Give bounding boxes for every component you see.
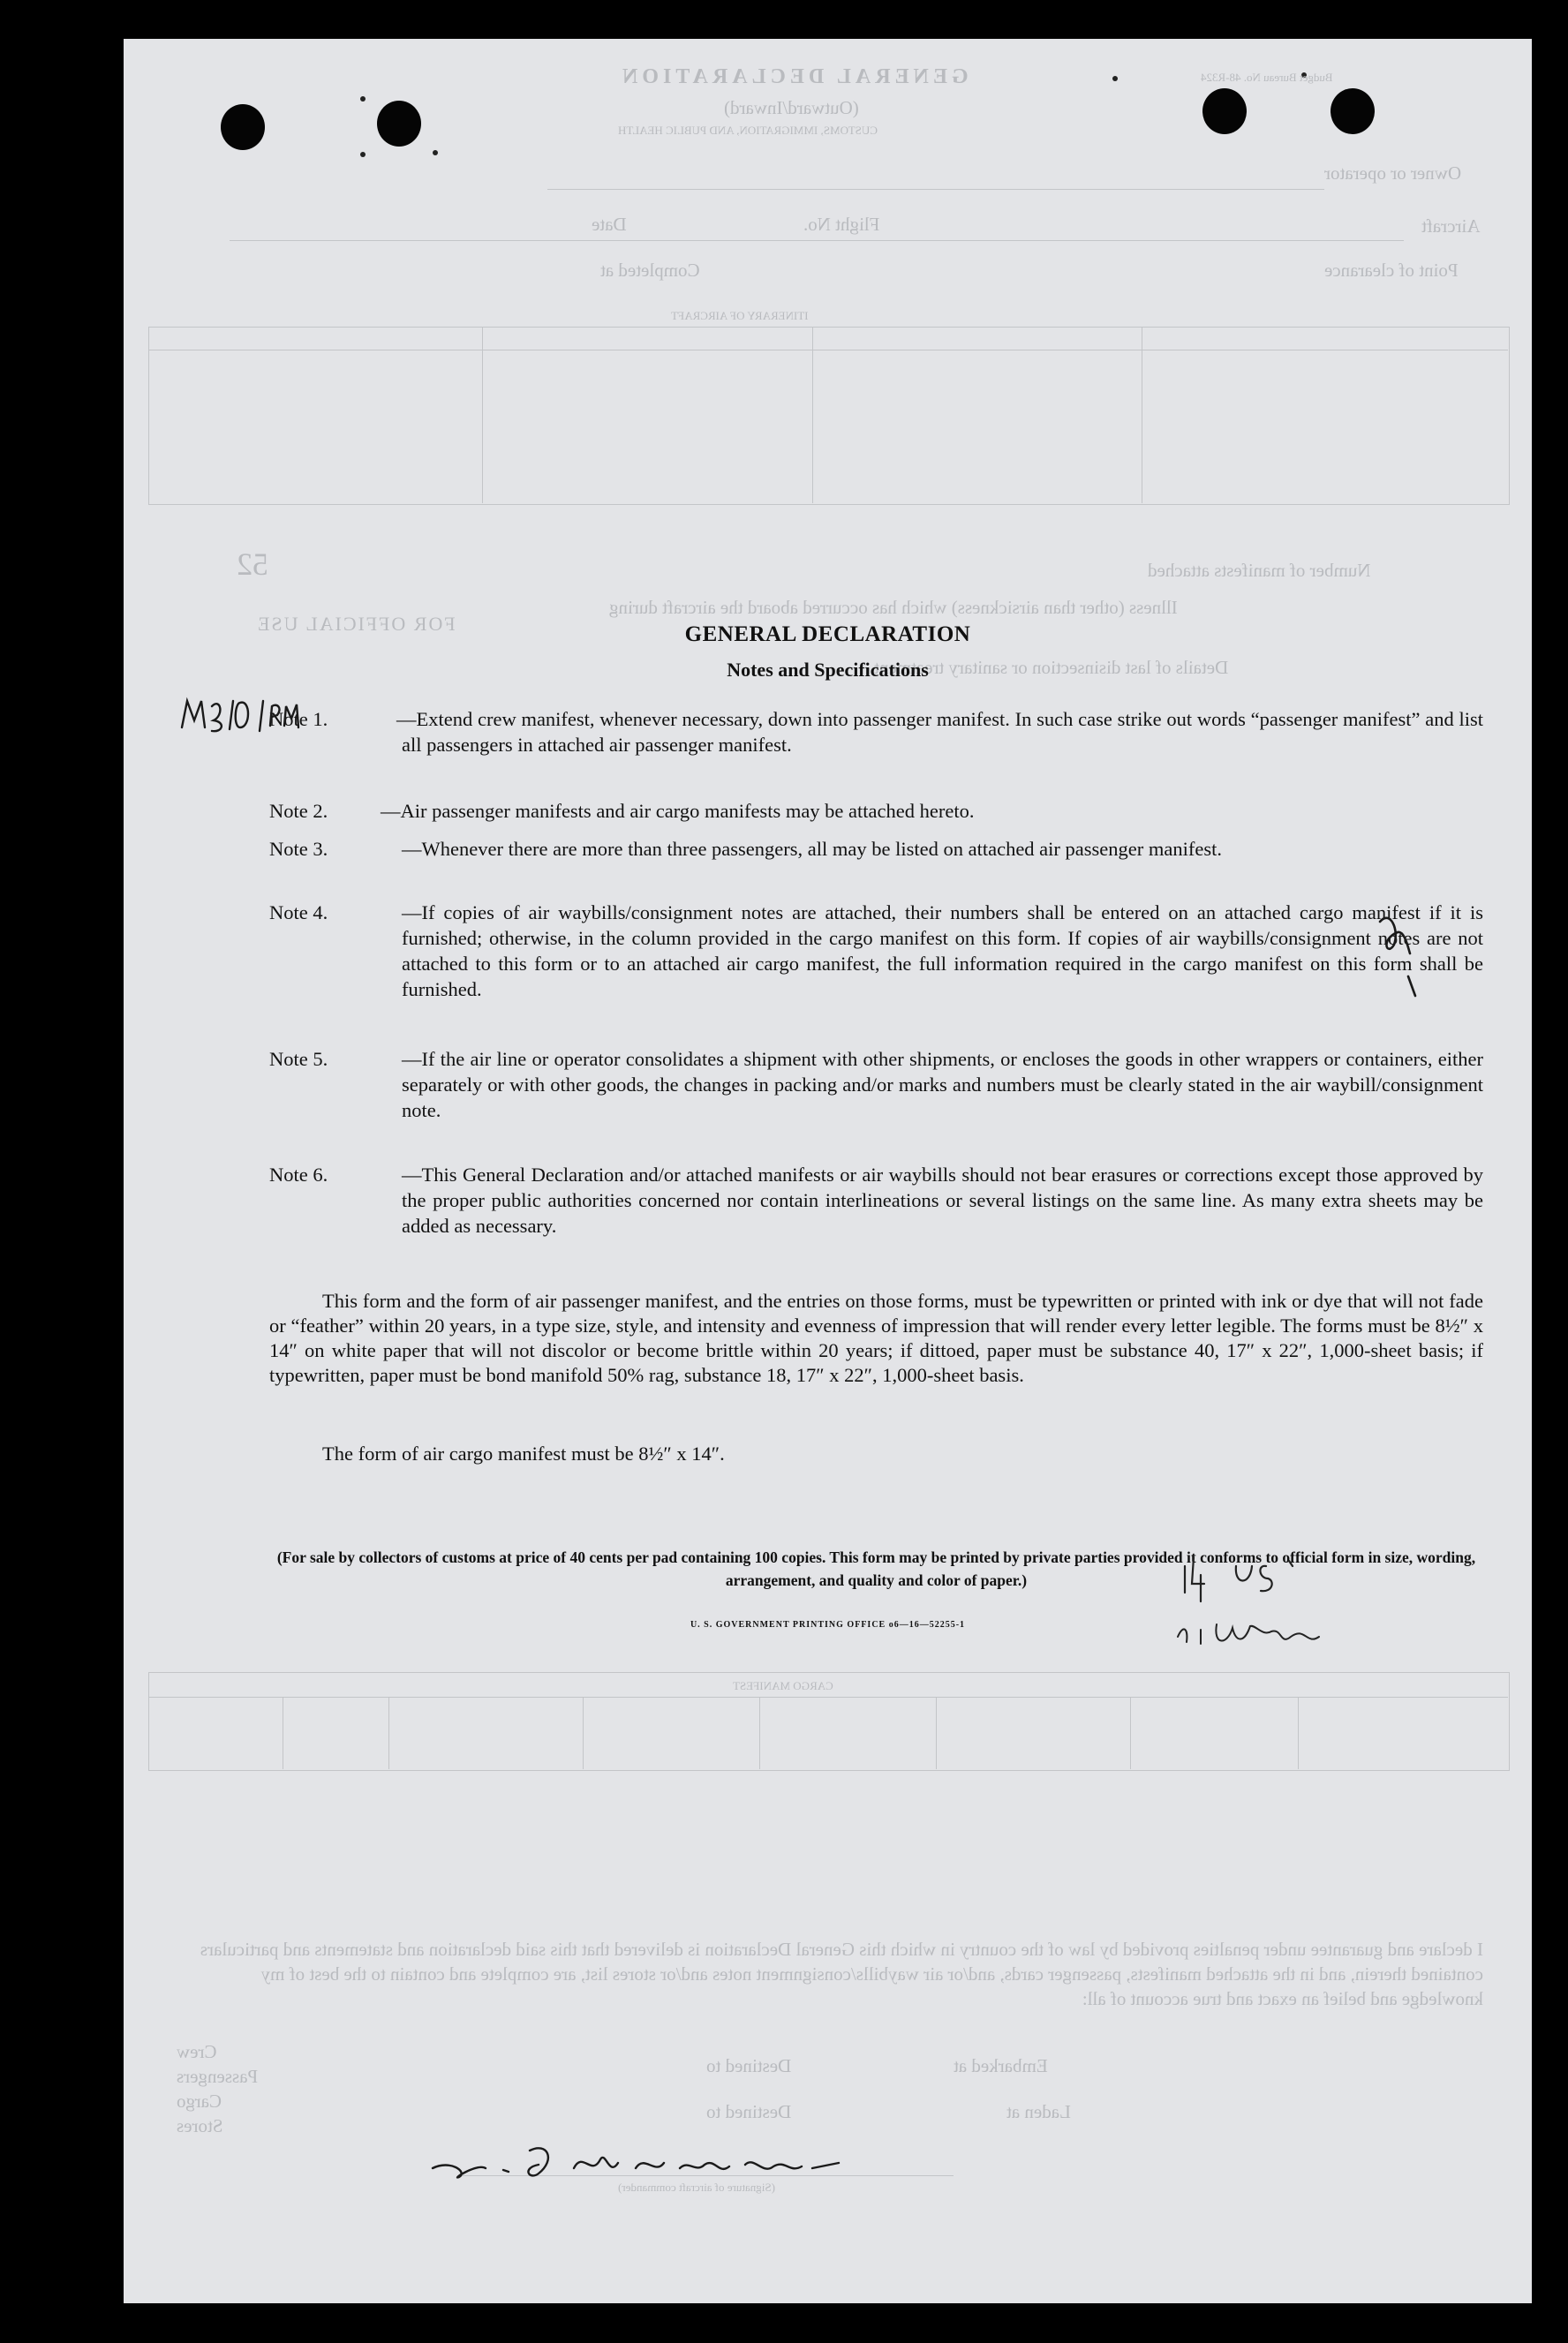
ghost-col	[1298, 1697, 1299, 1769]
handwritten-check-mark	[1373, 904, 1417, 1010]
ghost-stores: Stores	[177, 2115, 223, 2136]
ghost-passengers: Passengers	[177, 2066, 259, 2087]
note-label: Note 4.	[269, 901, 328, 923]
ghost-col	[759, 1697, 760, 1769]
ghost-rule	[148, 1697, 1508, 1698]
ghost-crew: Crew	[177, 2041, 217, 2062]
document-page	[124, 39, 1532, 2303]
speck	[1112, 76, 1118, 81]
ghost-number-ref: 52	[237, 546, 268, 582]
note-label: Note 5.	[269, 1048, 328, 1070]
note-label: Note 3.	[269, 838, 328, 860]
speck	[360, 96, 366, 102]
ghost-flight-label: Flight No.	[803, 214, 880, 235]
ghost-budget-no: Budget Bureau No. 48-R324	[1201, 71, 1333, 84]
note-label: Note 2.	[269, 800, 328, 822]
ghost-col	[1130, 1697, 1131, 1769]
paragraph-text: This form and the form of air passenger manifest, and the entries on those forms, must be typewritten or printed with ink or dye that will not fade or “feather” within 20 years, in a type size, style, and intensity and evenness of impression that will render every letter legible. The forms must be 8½″ x 14″ on white paper that will not discolor or become brittle within 20 years; if dittoed, paper must be substance 40, 17″ x 22″, 1,000-sheet basis; if typewritten, paper must be bond manifold 50% rag, substance 18, 17″ x 22″, 1,000-sheet basis.	[269, 1290, 1483, 1386]
note-text: —Whenever there are more than three passengers, all may be listed on attached air passenger manifest.	[402, 838, 1222, 860]
sale-note: (For sale by collectors of customs at price of 40 cents per pad containing 100 copies. This form may be printed by private parties provided it conforms to official form in size, wording, arrangement, and quality and color of paper.)	[276, 1548, 1476, 1589]
ghost-rule	[547, 189, 1324, 190]
note-1	[269, 706, 1483, 757]
ghost-header-sub: (Outward/Inward)	[724, 97, 859, 118]
specification-paragraph	[269, 1289, 1483, 1388]
ghost-aircraft-label: Aircraft	[1421, 215, 1481, 237]
ghost-itinerary-table	[148, 327, 1510, 505]
ghost-signature-label: (Signature of aircraft commander)	[618, 2181, 775, 2194]
note-label: Note 1.	[269, 708, 328, 730]
ghost-date-label: Date	[592, 214, 627, 235]
note-3	[269, 836, 1483, 862]
ghost-illness-label: Illness (other than airsickness) which has occurred aboard the aircraft during	[609, 597, 1178, 618]
ghost-col	[388, 1697, 389, 1769]
ghost-col	[936, 1697, 937, 1769]
handwritten-side-note	[1174, 1540, 1404, 1654]
ghost-declaration-1: I declare and guarantee under penalties provided by law of the country in which this General Declaration is delivered that this said declaration and statements and particulars contained therein, and in the attached manifests, passenger cards, and/or air waybills/consignment notes and/or stores list, are complete and contain to the best of my knowledge and belief an exact and true account of all:	[200, 1939, 1483, 2009]
page-subtitle: Notes and Specifications	[727, 659, 929, 681]
ghost-col	[812, 327, 813, 503]
cargo-size-line: The form of air cargo manifest must be 8½″ x 14″.	[322, 1443, 725, 1465]
ghost-rule	[230, 240, 1404, 241]
note-5	[269, 1046, 1483, 1123]
note-2	[269, 798, 1483, 824]
ghost-embarked: Embarked at	[954, 2055, 1048, 2076]
note-text: —This General Declaration and/or attached manifests or air waybills should not bear erasures or corrections except those approved by the proper public authorities concerned nor contain interlineations or several listings on the same line. As many extra sheets may be added as necessary.	[402, 1164, 1483, 1237]
ghost-header-sub2: CUSTOMS, IMMIGRATION, AND PUBLIC HEALTH	[618, 124, 878, 137]
ghost-manifests-label: Number of manifests attached	[1148, 560, 1371, 581]
speck	[360, 152, 366, 157]
punch-hole	[1202, 88, 1247, 134]
ghost-official-use: FOR OFFICIAL USE	[256, 613, 456, 635]
punch-hole	[377, 101, 421, 147]
note-6	[269, 1162, 1483, 1239]
speck	[433, 150, 438, 155]
ghost-clearance-label: Point of clearance	[1324, 260, 1459, 281]
note-text: —Air passenger manifests and air cargo manifests may be attached hereto.	[381, 800, 975, 822]
handwritten-margin-note	[178, 694, 302, 738]
ghost-destined-2: Destined to	[706, 2101, 792, 2122]
ghost-cargo-manifest: CARGO MANIFEST	[733, 1679, 833, 1692]
note-text: —If the air line or operator consolidates a shipment with other shipments, or encloses the goods in other wrappers or containers, either separately or with other goods, the changes in packing and/or marks and numbers must be clearly stated in the air waybill/consignment note.	[402, 1048, 1483, 1121]
note-label: Note 6.	[269, 1164, 328, 1186]
ghost-completed-label: Completed at	[600, 260, 700, 281]
ghost-itinerary: ITINERARY OF AIRCRAFT	[671, 309, 809, 322]
ghost-laden: Laden at	[1006, 2101, 1071, 2122]
note-4	[269, 900, 1483, 1002]
ghost-header-title: GENERAL DECLARATION	[618, 65, 969, 88]
note-text: —Extend crew manifest, whenever necessary, down into passenger manifest. In such case strike out words “passenger manifest” and list all passengers in attached air passenger manifest.	[396, 708, 1483, 756]
page-title: GENERAL DECLARATION	[684, 622, 971, 646]
ghost-details-label: Details of last disinsection or sanitary treatment	[874, 657, 1229, 678]
punch-hole	[221, 104, 265, 150]
handwritten-signature	[424, 2133, 848, 2186]
punch-hole	[1331, 88, 1375, 134]
ghost-cargo: Cargo	[177, 2091, 222, 2112]
ghost-owner-label: Owner or operator	[1324, 162, 1462, 184]
ghost-destined-1: Destined to	[706, 2055, 792, 2076]
note-text: —If copies of air waybills/consignment notes are attached, their numbers shall be entered on an attached cargo manifest if it is furnished; otherwise, in the column provided in the cargo manifest on this form. If copies of air waybills/consignment notes are not attached to this form or to an attached air cargo manifest, the full information required in the cargo manifest on this form shall be furnished.	[402, 901, 1483, 1000]
printer-line: U. S. GOVERNMENT PRINTING OFFICE o6—16—52255-1	[690, 1620, 966, 1630]
ghost-col	[482, 327, 483, 503]
ghost-col	[583, 1697, 584, 1769]
